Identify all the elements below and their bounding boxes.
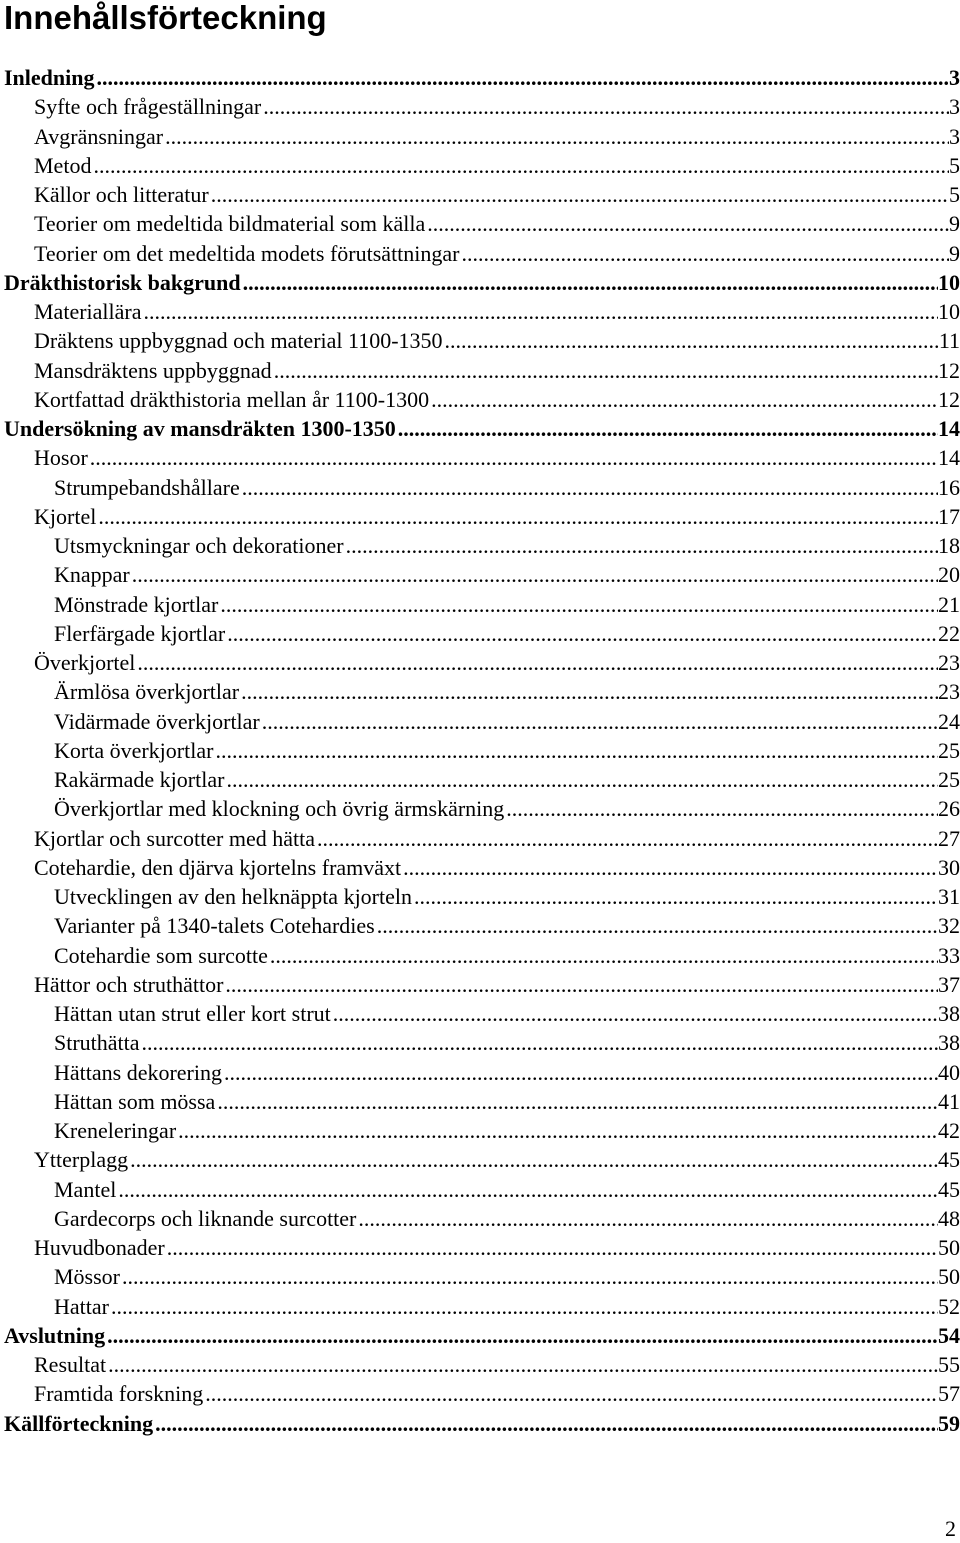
dot-leader <box>128 1145 938 1174</box>
dot-leader <box>401 853 938 882</box>
dot-leader <box>223 970 938 999</box>
dot-leader <box>165 1233 938 1262</box>
dot-leader <box>209 180 949 209</box>
toc-entry-page: 38 <box>938 1001 960 1026</box>
dot-leader <box>222 1058 938 1087</box>
toc-entry-label: Mansdräktens uppbyggnad <box>34 358 272 383</box>
toc-entry-page: 22 <box>938 621 960 646</box>
toc-entry-page: 20 <box>938 562 960 587</box>
dot-leader <box>225 619 938 648</box>
dot-leader <box>460 239 950 268</box>
toc-entry[interactable] <box>34 297 960 326</box>
toc-entry[interactable] <box>54 736 960 765</box>
toc-entry-label: Källförteckning <box>4 1411 154 1436</box>
toc-entry-page: 9 <box>949 241 960 266</box>
toc-entry[interactable] <box>54 1204 960 1233</box>
toc-entry[interactable] <box>54 531 960 560</box>
toc-entry-label: Hattar <box>54 1294 109 1319</box>
toc-entry-page: 10 <box>938 270 960 295</box>
toc-entry-label: Hättor och struthättor <box>34 972 224 997</box>
dot-leader <box>356 1204 938 1233</box>
toc-entry[interactable] <box>54 1116 960 1145</box>
toc-entry-page: 38 <box>938 1030 960 1055</box>
toc-entry-label: Kreneleringar <box>54 1118 177 1143</box>
dot-leader <box>105 1321 938 1350</box>
toc-entry[interactable] <box>34 385 960 414</box>
toc-entry[interactable] <box>4 63 960 92</box>
toc-entry-page: 11 <box>938 328 960 353</box>
dot-leader <box>91 151 949 180</box>
toc-entry-page: 30 <box>938 855 960 880</box>
toc-entry-page: 27 <box>938 826 960 851</box>
toc-entry-page: 45 <box>938 1147 960 1172</box>
toc-entry[interactable] <box>54 1175 960 1204</box>
toc-entry[interactable] <box>4 414 960 443</box>
toc-entry[interactable] <box>34 151 960 180</box>
dot-leader <box>331 999 938 1028</box>
dot-leader <box>203 1379 938 1408</box>
toc-entry-page: 3 <box>949 65 960 90</box>
dot-leader <box>135 648 938 677</box>
toc-entry[interactable] <box>54 1028 960 1057</box>
toc-entry[interactable] <box>34 1350 960 1379</box>
dot-leader <box>88 443 938 472</box>
toc-entry-page: 41 <box>938 1089 960 1114</box>
toc-entry-label: Hättan som mössa <box>54 1089 216 1114</box>
toc-entry-page: 24 <box>938 709 960 734</box>
toc-entry-label: Korta överkjortlar <box>54 738 214 763</box>
toc-entry-label: Huvudbonader <box>34 1235 165 1260</box>
toc-entry-label: Gardecorps och liknande surcotter <box>54 1206 357 1231</box>
toc-entry[interactable] <box>34 824 960 853</box>
toc-entry-page: 59 <box>938 1411 960 1436</box>
toc-entry-label: Teorier om det medeltida modets förutsättningar <box>34 241 460 266</box>
dot-leader <box>412 882 938 911</box>
toc-entry[interactable] <box>34 443 960 472</box>
toc-entry-label: Strumpebandshållare <box>54 475 240 500</box>
toc-entry-label: Materiallära <box>34 299 142 324</box>
toc-entry[interactable] <box>54 1292 960 1321</box>
toc-entry[interactable] <box>34 1145 960 1174</box>
dot-leader <box>260 707 938 736</box>
dot-leader <box>268 941 938 970</box>
toc-entry-label: Metod <box>34 153 92 178</box>
toc-entry-label: Mönstrade kjortlar <box>54 592 219 617</box>
dot-leader <box>140 1028 938 1057</box>
toc-entry-label: Hättans dekorering <box>54 1060 222 1085</box>
toc-entry-page: 55 <box>938 1352 960 1377</box>
toc-entry[interactable] <box>4 268 960 297</box>
toc-entry-page: 14 <box>938 445 960 470</box>
dot-leader <box>142 297 939 326</box>
dot-leader <box>315 824 938 853</box>
page-number: 2 <box>945 1516 956 1541</box>
toc-entry-page: 23 <box>938 679 960 704</box>
toc-entry[interactable] <box>54 619 960 648</box>
toc-entry[interactable] <box>34 180 960 209</box>
toc-entry-label: Dräktens uppbyggnad och material 1100-1350 <box>34 328 443 353</box>
toc-entry-page: 14 <box>938 416 960 441</box>
dot-leader <box>241 268 938 297</box>
toc-entry-page: 18 <box>938 533 960 558</box>
dot-leader <box>344 531 938 560</box>
toc-entry-label: Varianter på 1340-talets Cotehardies <box>54 913 375 938</box>
toc-entry-page: 33 <box>938 943 960 968</box>
toc-entry-page: 52 <box>938 1294 960 1319</box>
toc-entry-label: Knappar <box>54 562 130 587</box>
toc-entry-label: Cotehardie som surcotte <box>54 943 268 968</box>
toc-entry-page: 25 <box>938 767 960 792</box>
dot-leader <box>261 92 949 121</box>
toc-entry-page: 32 <box>938 913 960 938</box>
toc-entry-page: 12 <box>938 358 960 383</box>
toc-entry[interactable] <box>34 356 960 385</box>
toc-entry[interactable] <box>54 473 960 502</box>
toc-entry[interactable] <box>34 239 960 268</box>
toc-entry[interactable] <box>34 1233 960 1262</box>
toc-entry-label: Vidärmade överkjortlar <box>54 709 260 734</box>
toc-entry-page: 23 <box>938 650 960 675</box>
dot-leader <box>120 1262 938 1291</box>
dot-leader <box>130 560 938 589</box>
toc-entry[interactable] <box>34 209 960 238</box>
toc-entry-page: 21 <box>938 592 960 617</box>
toc-entry-label: Framtida forskning <box>34 1381 204 1406</box>
toc-entry-label: Flerfärgade kjortlar <box>54 621 226 646</box>
toc-entry-label: Kortfattad dräkthistoria mellan år 1100-1300 <box>34 387 430 412</box>
toc-entry[interactable] <box>54 677 960 706</box>
toc-entry-page: 9 <box>949 211 960 236</box>
toc-entry[interactable] <box>54 794 960 823</box>
toc-entry-label: Inledning <box>4 65 95 90</box>
toc-entry-page: 26 <box>938 796 960 821</box>
toc-entry-page: 10 <box>938 299 960 324</box>
toc-entry[interactable] <box>54 560 960 589</box>
toc-entry-page: 3 <box>949 124 960 149</box>
dot-leader <box>240 473 938 502</box>
toc-entry-label: Hättan utan strut eller kort strut <box>54 1001 331 1026</box>
toc-entry[interactable] <box>34 502 960 531</box>
dot-leader <box>176 1116 938 1145</box>
toc-entry[interactable] <box>54 911 960 940</box>
toc-entry-page: 37 <box>938 972 960 997</box>
toc-entry-page: 5 <box>949 182 960 207</box>
toc-entry-page: 42 <box>938 1118 960 1143</box>
toc-entry[interactable] <box>54 1262 960 1291</box>
toc-entry-page: 50 <box>938 1235 960 1260</box>
toc-entry-page: 5 <box>949 153 960 178</box>
dot-leader <box>224 765 938 794</box>
toc-entry-page: 40 <box>938 1060 960 1085</box>
toc-entry-label: Överkjortlar med klockning och övrig ärmskärning <box>54 796 505 821</box>
toc-entry-label: Struthätta <box>54 1030 140 1055</box>
toc-entry-label: Rakärmade kjortlar <box>54 767 225 792</box>
dot-leader <box>106 1350 938 1379</box>
toc-entry-label: Källor och litteratur <box>34 182 209 207</box>
dot-leader <box>153 1409 938 1438</box>
toc-entry-label: Kjortel <box>34 504 97 529</box>
toc-entry-label: Mantel <box>54 1177 117 1202</box>
dot-leader <box>425 209 949 238</box>
dot-leader <box>429 385 938 414</box>
toc-entry-label: Dräkthistorisk bakgrund <box>4 270 241 295</box>
toc-entry[interactable] <box>54 1087 960 1116</box>
toc-entry[interactable] <box>34 853 960 882</box>
toc-entry[interactable] <box>34 1379 960 1408</box>
toc-entry[interactable] <box>34 92 960 121</box>
toc-entry[interactable] <box>34 970 960 999</box>
toc-entry-label: Ytterplagg <box>34 1147 129 1172</box>
dot-leader <box>239 677 938 706</box>
toc-entry-label: Avgränsningar <box>34 124 164 149</box>
toc-entry-page: 54 <box>938 1323 960 1348</box>
page-title: Innehållsförteckning <box>4 0 327 36</box>
toc-entry-label: Hosor <box>34 445 88 470</box>
toc-entry-label: Mössor <box>54 1264 121 1289</box>
dot-leader <box>213 736 938 765</box>
toc-entry-page: 31 <box>938 884 960 909</box>
dot-leader <box>443 326 939 355</box>
toc-entry-label: Cotehardie, den djärva kjortelns framväxt <box>34 855 402 880</box>
toc-entry[interactable] <box>34 648 960 677</box>
toc-entry-page: 45 <box>938 1177 960 1202</box>
dot-leader <box>396 414 938 443</box>
toc-entry[interactable] <box>54 765 960 794</box>
toc-entry-page: 25 <box>938 738 960 763</box>
toc-entry-label: Utsmyckningar och dekorationer <box>54 533 344 558</box>
dot-leader <box>272 356 938 385</box>
toc-entry-label: Överkjortel <box>34 650 136 675</box>
toc-entry[interactable] <box>54 882 960 911</box>
toc-entry[interactable] <box>54 1058 960 1087</box>
toc-entry[interactable] <box>54 707 960 736</box>
toc-entry-page: 57 <box>938 1381 960 1406</box>
toc-entry[interactable] <box>54 941 960 970</box>
toc-entry-page: 12 <box>938 387 960 412</box>
dot-leader <box>96 502 938 531</box>
toc-entry[interactable] <box>4 1321 960 1350</box>
dot-leader <box>375 911 938 940</box>
dot-leader <box>215 1087 938 1116</box>
toc-entry[interactable] <box>34 122 960 151</box>
dot-leader <box>116 1175 938 1204</box>
toc-entry-label: Avslutning <box>4 1323 106 1348</box>
toc-entry-page: 17 <box>938 504 960 529</box>
toc-entry-page: 50 <box>938 1264 960 1289</box>
dot-leader <box>504 794 938 823</box>
toc-entry-label: Ärmlösa överkjortlar <box>54 679 240 704</box>
toc-entry-page: 48 <box>938 1206 960 1231</box>
toc-entry-label: Syfte och frågeställningar <box>34 94 262 119</box>
toc-entry[interactable] <box>4 1409 960 1438</box>
toc-entry-page: 3 <box>949 94 960 119</box>
dot-leader <box>163 122 949 151</box>
toc-entry-label: Resultat <box>34 1352 107 1377</box>
toc-entry[interactable] <box>54 999 960 1028</box>
toc-entry-label: Kjortlar och surcotter med hätta <box>34 826 316 851</box>
toc-entry-label: Teorier om medeltida bildmaterial som källa <box>34 211 426 236</box>
toc-entry[interactable] <box>34 326 960 355</box>
dot-leader <box>109 1292 938 1321</box>
dot-leader <box>95 63 950 92</box>
toc-entry-label: Undersökning av mansdräkten 1300-1350 <box>4 416 396 441</box>
toc-entry[interactable] <box>54 590 960 619</box>
dot-leader <box>218 590 938 619</box>
toc-entry-label: Utvecklingen av den helknäppta kjorteln <box>54 884 412 909</box>
toc-entry-page: 16 <box>938 475 960 500</box>
